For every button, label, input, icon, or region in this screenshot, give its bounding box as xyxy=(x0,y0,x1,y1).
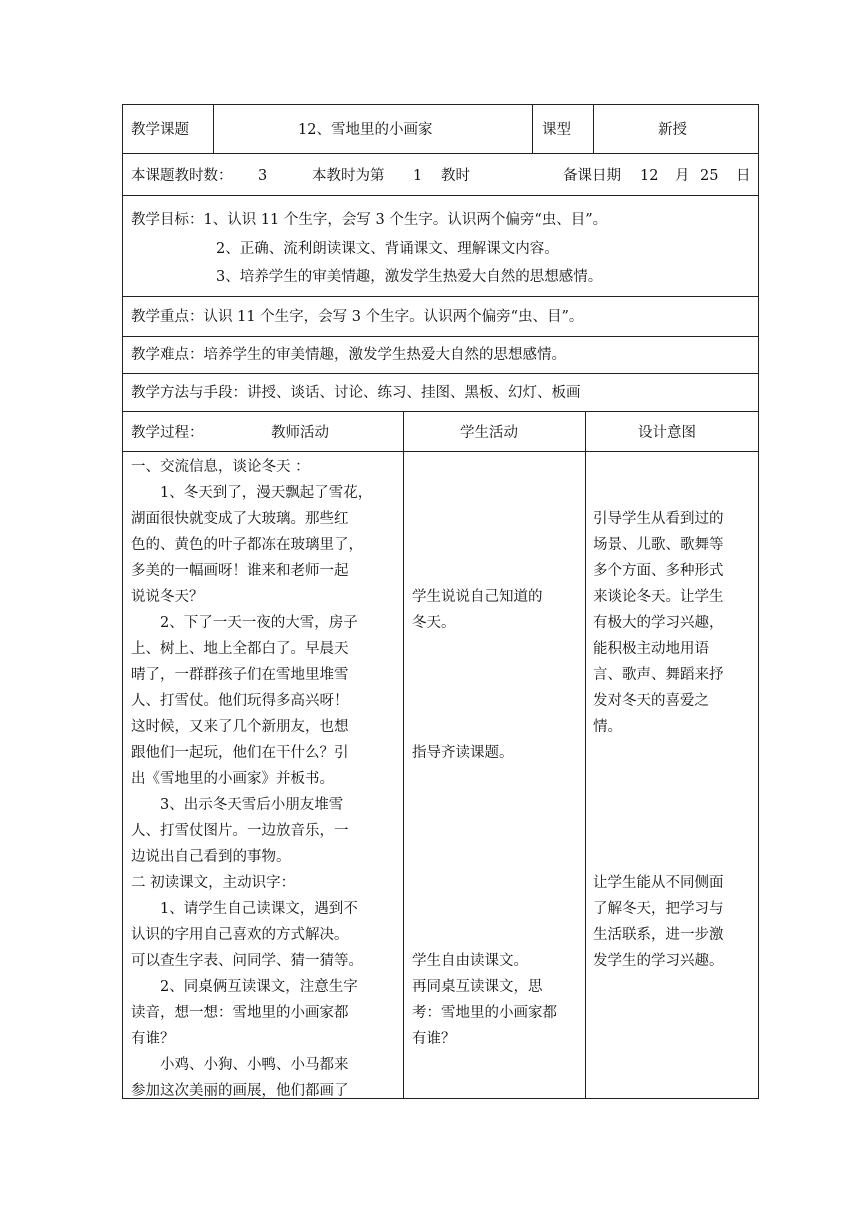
teacher-line: 人、打雪仗。他们玩得多高兴呀！ xyxy=(131,693,349,709)
teacher-line: 二 初读课文，主动识字： xyxy=(131,875,296,891)
teacher-line: 出《雪地里的小画家》并板书。 xyxy=(131,771,334,787)
key-points: 教学重点：认识 11 个生字，会写 3 个生字。认识两个偏旁“虫、目”。 xyxy=(131,309,584,325)
design-line: 了解冬天，把学习与 xyxy=(593,901,724,917)
teacher-activity-header: 教师活动 xyxy=(271,425,329,441)
column-divider xyxy=(593,104,594,153)
teacher-line: 1、请学生自己读课文，遇到不 xyxy=(131,901,358,917)
date-label: 备课日期 xyxy=(563,168,621,184)
teacher-line: 认识的字用自己喜欢的方式解决。 xyxy=(131,927,349,943)
student-activity-block-3 xyxy=(412,948,582,1052)
row-divider xyxy=(122,451,759,452)
current-hour-label: 本教时为第 xyxy=(312,168,385,184)
row-divider xyxy=(122,336,759,337)
difficulties: 教学难点：培养学生的审美情趣，激发学生热爱大自然的思想感情。 xyxy=(131,347,566,363)
student-activity-block-1 xyxy=(412,584,582,636)
design-intent-header: 设计意图 xyxy=(638,425,696,441)
objective-line-1: 教学目标：1、认识 11 个生字，会写 3 个生字。认识两个偏旁“虫、目”。 xyxy=(131,212,608,228)
design-intent-block-1 xyxy=(593,506,755,740)
current-hour-unit: 教时 xyxy=(441,168,470,184)
teacher-line: 小鸡、小狗、小鸭、小马都来 xyxy=(131,1057,349,1073)
objective-line-2: 2、正确、流利朗读课文、背诵课文、理解课文内容。 xyxy=(216,241,559,257)
teacher-line: 跟他们一起玩，他们在干什么？引 xyxy=(131,745,349,761)
row-divider xyxy=(122,195,759,196)
teacher-line: 晴了，一群群孩子们在雪地里堆雪 xyxy=(131,667,349,683)
student-activity-block-2 xyxy=(412,740,582,766)
topic-label: 教学课题 xyxy=(131,122,189,138)
column-divider xyxy=(403,411,404,1099)
student-line: 考：雪地里的小画家都 xyxy=(412,1005,557,1021)
row-divider xyxy=(122,153,759,154)
design-line: 能积极主动地用语 xyxy=(593,641,709,657)
student-line: 学生说说自己知道的 xyxy=(412,589,543,605)
student-line: 指导齐读课题。 xyxy=(412,745,514,761)
type-value: 新授 xyxy=(658,122,687,138)
teacher-line: 有谁？ xyxy=(131,1031,175,1047)
column-divider xyxy=(585,411,586,1099)
design-line: 来谈论冬天。让学生 xyxy=(593,589,724,605)
design-line: 言、歌声、舞蹈来抒 xyxy=(593,667,724,683)
teacher-activity-text xyxy=(131,454,401,1104)
row-divider xyxy=(122,411,759,412)
teacher-line: 1、冬天到了，漫天飘起了雪花， xyxy=(131,485,373,501)
design-line: 发对冬天的喜爱之 xyxy=(593,693,709,709)
process-label: 教学过程： xyxy=(131,425,204,441)
student-line: 学生自由读课文。 xyxy=(412,953,528,969)
column-divider xyxy=(213,104,214,153)
column-divider xyxy=(532,104,533,153)
date-day: 25 xyxy=(700,168,719,184)
teacher-line: 湖面很快就变成了大玻璃。那些红 xyxy=(131,511,349,527)
teacher-line: 3、出示冬天雪后小朋友堆雪 xyxy=(131,797,344,813)
date-month: 12 xyxy=(640,168,659,184)
design-line: 让学生能从不同侧面 xyxy=(593,875,724,891)
design-line: 生活联系，进一步激 xyxy=(593,927,724,943)
row-divider xyxy=(122,373,759,374)
design-line: 场景、儿歌、歌舞等 xyxy=(593,537,724,553)
teacher-line: 2、同桌俩互读课文，注意生字 xyxy=(131,979,358,995)
design-intent-block-2 xyxy=(593,870,755,974)
type-label: 课型 xyxy=(542,122,571,138)
date-day-unit: 日 xyxy=(736,168,751,184)
current-hour-value: 1 xyxy=(413,168,423,184)
total-hours-label: 本课题教时数： xyxy=(131,168,233,184)
teacher-line: 多美的一幅画呀！谁来和老师一起 xyxy=(131,563,349,579)
date-month-unit: 月 xyxy=(675,168,690,184)
row-divider xyxy=(122,296,759,297)
student-line: 冬天。 xyxy=(412,615,456,631)
teacher-line: 人、打雪仗图片。一边放音乐，一 xyxy=(131,823,349,839)
student-activity-header: 学生活动 xyxy=(460,425,518,441)
teacher-line: 上、树上、地上全都白了。早晨天 xyxy=(131,641,349,657)
teacher-line: 说说冬天？ xyxy=(131,589,204,605)
teacher-line: 2、下了一天一夜的大雪，房子 xyxy=(131,615,358,631)
student-line: 再同桌互读课文，思 xyxy=(412,979,543,995)
teacher-line: 边说出自己看到的事物。 xyxy=(131,849,291,865)
teacher-line: 一、交流信息，谈论冬天 ： xyxy=(131,459,310,475)
objective-line-3: 3、培养学生的审美情趣，激发学生热爱大自然的思想感情。 xyxy=(216,269,603,285)
methods: 教学方法与手段：讲授、谈话、讨论、练习、挂图、黑板、幻灯、板画 xyxy=(131,385,581,401)
student-line: 有谁？ xyxy=(412,1031,456,1047)
design-line: 情。 xyxy=(593,719,622,735)
topic-value: 12、雪地里的小画家 xyxy=(298,122,433,138)
teacher-line: 色的、黄色的叶子都冻在玻璃里了， xyxy=(131,537,363,553)
design-line: 发学生的学习兴趣。 xyxy=(593,953,724,969)
design-line: 有极大的学习兴趣， xyxy=(593,615,724,631)
total-hours-value: 3 xyxy=(258,168,268,184)
teacher-line: 读音，想一想：雪地里的小画家都 xyxy=(131,1005,349,1021)
design-line: 多个方面、多种形式 xyxy=(593,563,724,579)
teacher-line: 可以查生字表、问同学、猜一猜等。 xyxy=(131,953,363,969)
design-line: 引导学生从看到过的 xyxy=(593,511,724,527)
teacher-line: 参加这次美丽的画展，他们都画了 xyxy=(131,1083,349,1099)
teacher-line: 这时候，又来了几个新朋友，也想 xyxy=(131,719,349,735)
